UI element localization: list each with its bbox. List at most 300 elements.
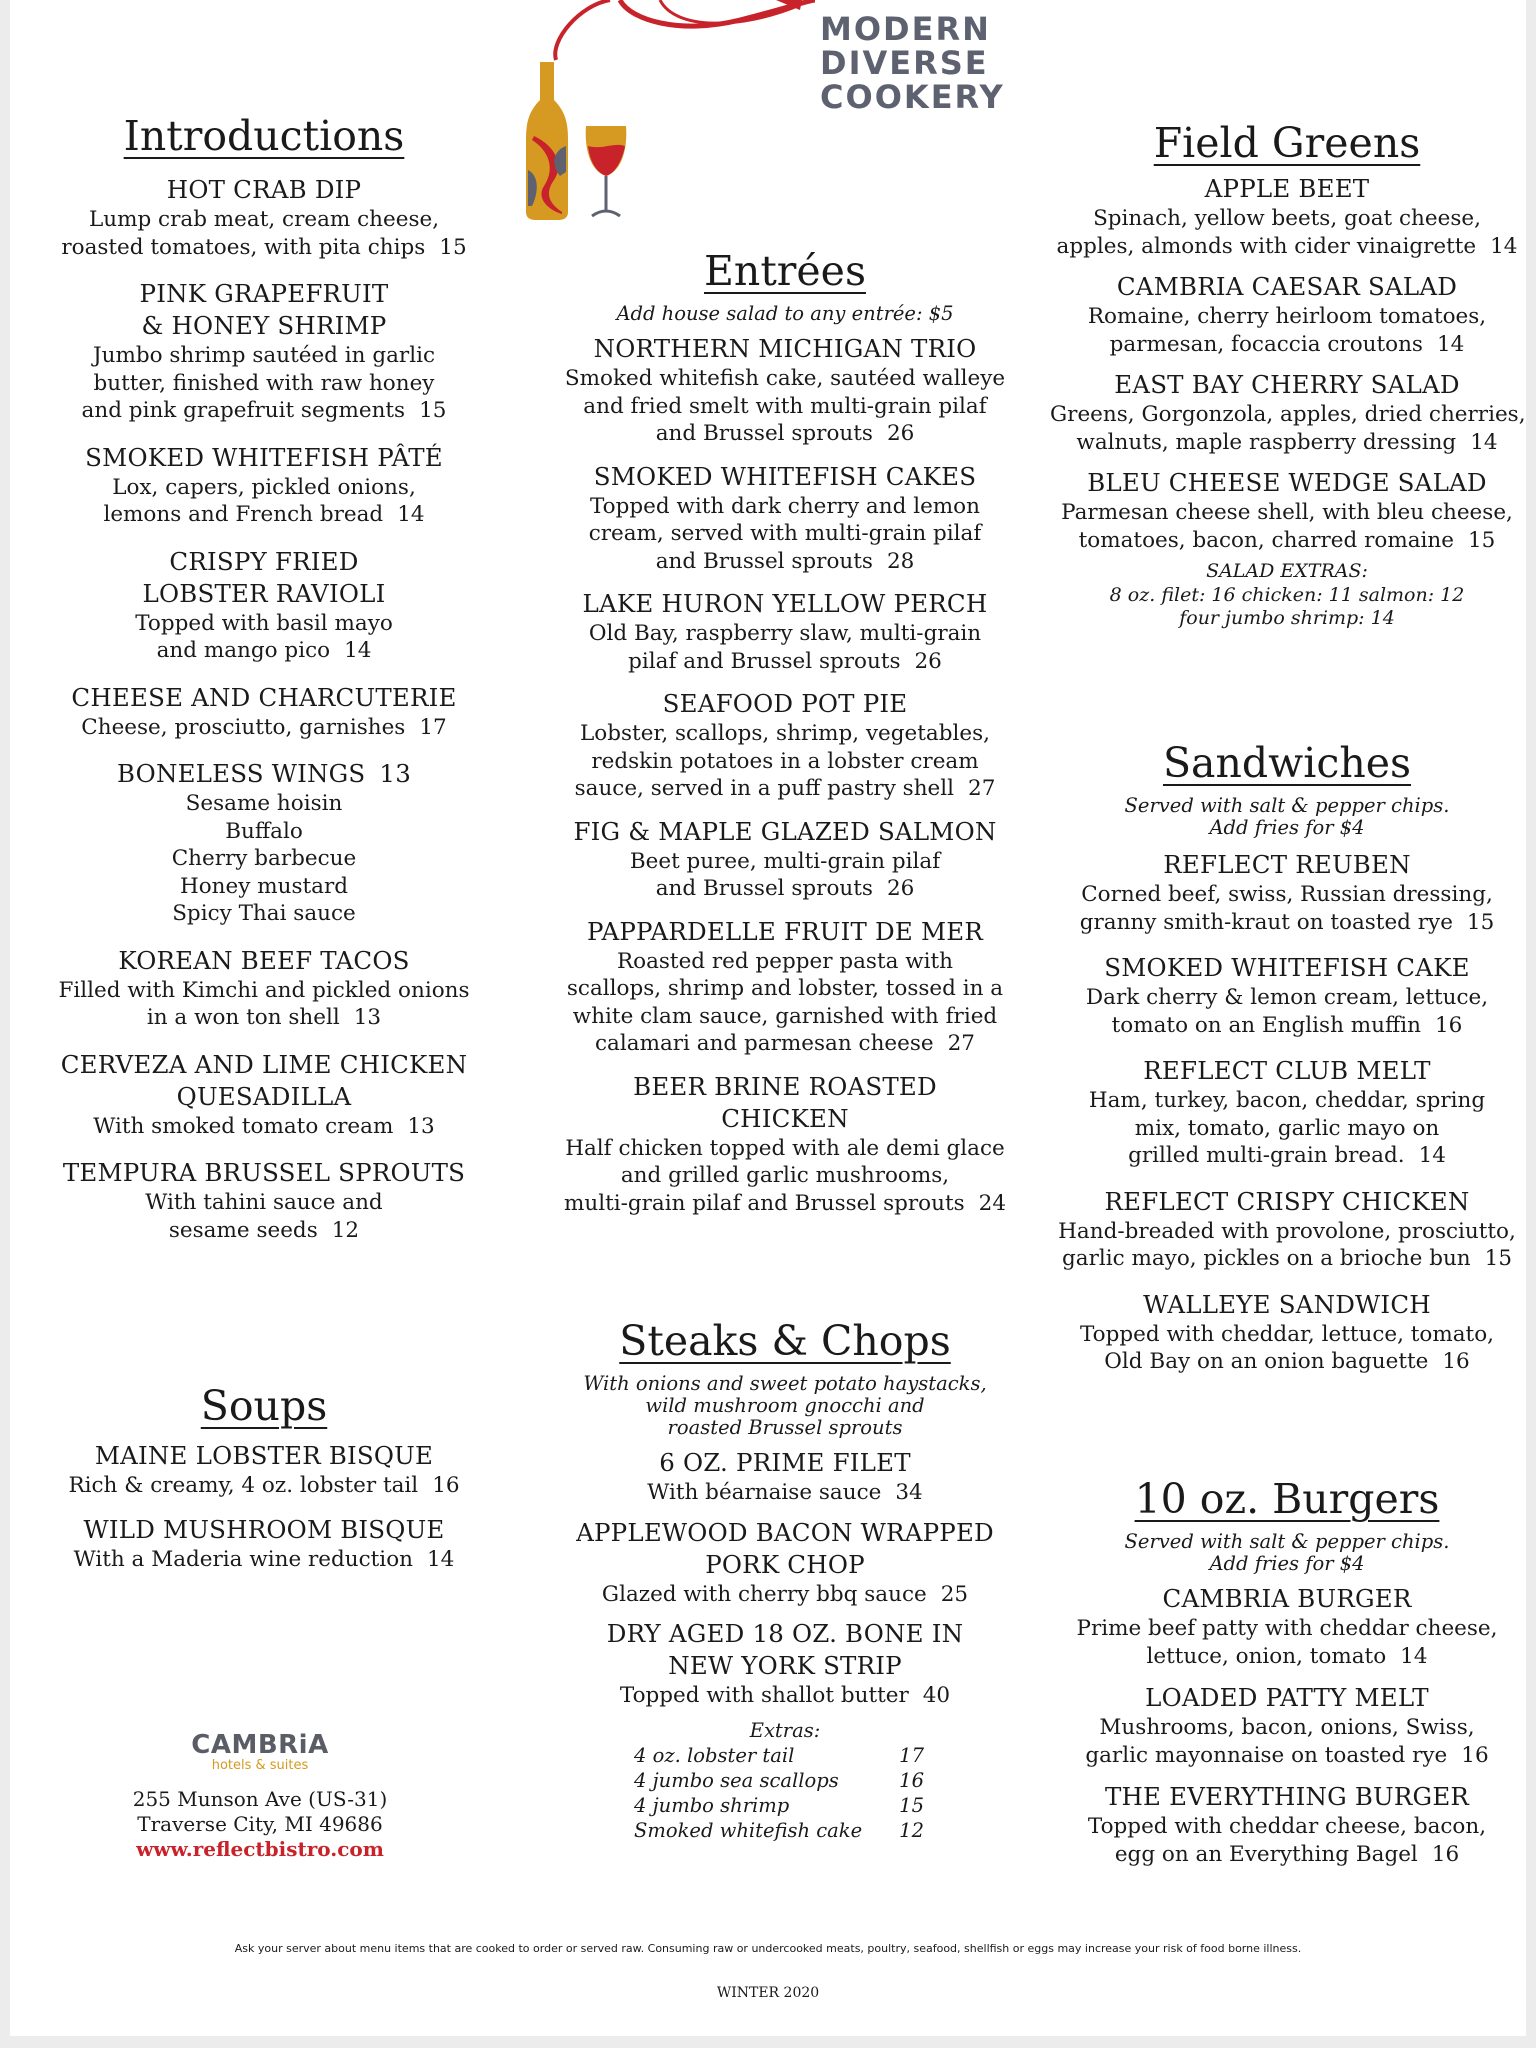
item-price: 16	[1442, 1349, 1470, 1375]
item-description	[550, 1581, 1020, 1609]
item-name	[32, 442, 496, 474]
item-description	[550, 975, 1020, 1003]
item-description-text: cream, served with multi-grain pilaf	[588, 521, 982, 547]
item-name	[550, 1650, 1020, 1682]
item-name-text: MAINE LOBSTER BISQUE	[94, 1441, 434, 1471]
item-description	[1050, 1742, 1524, 1770]
item-description-text: butter, finished with raw honey	[93, 370, 435, 396]
item-description	[1050, 881, 1524, 909]
item-description	[32, 1113, 496, 1141]
item-name-text: SMOKED WHITEFISH PÂTÉ	[85, 442, 443, 472]
item-description	[32, 1546, 496, 1574]
salad-extras	[1050, 560, 1524, 631]
item-description	[1050, 233, 1524, 261]
item-description	[550, 948, 1020, 976]
note-line: Add fries for $4	[1209, 816, 1365, 840]
menu-item	[1050, 173, 1524, 260]
item-description	[550, 1162, 1020, 1190]
item-description	[32, 501, 496, 529]
item-description	[32, 474, 496, 502]
item-description	[1050, 527, 1524, 555]
item-price: 15	[1466, 909, 1495, 935]
item-name	[550, 333, 1020, 365]
item-name-text: CAMBRIA CAESAR SALAD	[1116, 272, 1458, 302]
item-description-text: multi-grain pilaf and Brussel sprouts	[563, 1190, 965, 1216]
item-description	[1050, 205, 1524, 233]
item-description-text: Spicy Thai sauce	[172, 901, 356, 927]
item-name-text: HOT CRAB DIP	[166, 175, 362, 205]
menu-item	[1050, 1781, 1524, 1868]
logo-line: DIVERSE	[820, 44, 989, 82]
item-price: 27	[947, 1031, 975, 1057]
item-description	[32, 234, 496, 262]
item-description	[1050, 1321, 1524, 1349]
item-description	[32, 1004, 496, 1032]
menu-item	[550, 1447, 1020, 1507]
item-description-text: Old Bay on an onion baguette	[1104, 1349, 1429, 1375]
item-description-text: With béarnaise sauce	[647, 1480, 882, 1506]
item-description-text: parmesan, focaccia croutons	[1109, 331, 1423, 357]
item-description	[550, 520, 1020, 548]
item-description-text: With smoked tomato cream	[93, 1113, 394, 1139]
item-description	[32, 637, 496, 665]
item-description-text: Jumbo shrimp sautéed in garlic	[92, 343, 435, 369]
item-description-text: garlic mayonnaise on toasted rye	[1085, 1742, 1448, 1768]
item-name-text: PINK GRAPEFRUIT	[139, 279, 389, 309]
item-description	[550, 875, 1020, 903]
item-description	[1050, 331, 1524, 359]
item-description-text: redskin potatoes in a lobster cream	[591, 748, 979, 774]
item-description	[550, 1030, 1020, 1058]
item-description	[550, 648, 1020, 676]
item-name-text: EAST BAY CHERRY SALAD	[1114, 370, 1460, 400]
menu-page	[10, 0, 1526, 2036]
item-name-text: PAPPARDELLE FRUIT DE MER	[587, 916, 983, 946]
item-name	[550, 816, 1020, 848]
item-description-text: walnuts, maple raspberry dressing	[1076, 429, 1457, 455]
greens-section	[1050, 120, 1524, 631]
item-name-text: APPLEWOOD BACON WRAPPED	[576, 1517, 994, 1547]
menu-list	[32, 1440, 496, 1573]
hotel-info	[10, 1730, 510, 1862]
item-description	[1050, 1245, 1524, 1273]
item-description-text: Half chicken topped with ale demi glace	[565, 1135, 1005, 1161]
logo-line: MODERN	[820, 10, 991, 48]
item-description-text: sauce, served in a puff pastry shell	[574, 776, 955, 802]
item-description-text: roasted tomatoes, with pita chips	[61, 234, 426, 260]
item-price: 15	[1467, 527, 1496, 553]
item-price: 28	[886, 548, 915, 574]
menu-item	[32, 278, 496, 425]
item-description	[32, 818, 496, 846]
item-price: 17	[419, 714, 447, 740]
item-description	[1050, 1841, 1524, 1869]
note-line: Add house salad to any entrée: $5	[616, 302, 954, 326]
item-name-text: SEAFOOD POT PIE	[662, 689, 908, 719]
item-description	[1050, 429, 1524, 457]
item-description	[550, 1003, 1020, 1031]
item-description	[550, 393, 1020, 421]
item-price: 14	[1400, 1643, 1428, 1669]
item-description-text: sesame seeds	[168, 1217, 318, 1243]
item-description-text: Smoked whitefish cake, sautéed walleye	[564, 366, 1006, 392]
extras-label: Smoked whitefish cake	[634, 1818, 863, 1842]
entrees-section	[550, 248, 1020, 1217]
item-name-text: & HONEY SHRIMP	[141, 311, 387, 341]
item-name	[550, 916, 1020, 948]
item-name	[1050, 1055, 1524, 1087]
item-name	[32, 1157, 496, 1189]
section-title: Steaks & Chops	[619, 1317, 951, 1365]
menu-item	[550, 1517, 1020, 1609]
item-description-text: Honey mustard	[179, 873, 348, 899]
item-price: 15	[419, 398, 447, 424]
item-description-text: pilaf and Brussel sprouts	[628, 648, 901, 674]
item-description-text: Old Bay, raspberry slaw, multi-grain	[588, 621, 982, 647]
item-description	[550, 1479, 1020, 1507]
item-name-text: FIG & MAPLE GLAZED SALMON	[573, 816, 997, 846]
extras-price: 12	[899, 1818, 924, 1842]
item-description-text: Beet puree, multi-grain pilaf	[629, 848, 941, 874]
note-line: SALAD EXTRAS:	[1206, 560, 1368, 583]
item-name-text: TEMPURA BRUSSEL SPROUTS	[62, 1158, 466, 1188]
bistro-logo	[510, 0, 1030, 230]
item-description-text: and fried smelt with multi-grain pilaf	[583, 393, 987, 419]
item-description-text: Topped with cheddar cheese, bacon,	[1087, 1814, 1487, 1840]
item-price: 26	[886, 421, 915, 447]
item-description-text: Lobster, scallops, shrimp, vegetables,	[580, 721, 990, 747]
menu-item	[32, 546, 496, 665]
burgers-section	[1050, 1476, 1524, 1868]
note-line: Add fries for $4	[1209, 1552, 1365, 1576]
item-name	[550, 1549, 1020, 1581]
item-name	[1050, 1781, 1524, 1813]
item-name-text: CHICKEN	[721, 1103, 849, 1133]
item-description	[32, 790, 496, 818]
item-name-text: CHEESE AND CHARCUTERIE	[71, 682, 457, 712]
item-description-text: and Brussel sprouts	[655, 421, 873, 447]
item-description-text: Glazed with cherry bbq sauce	[601, 1581, 927, 1607]
menu-item	[32, 442, 496, 529]
item-description	[550, 1135, 1020, 1163]
item-description	[1050, 1012, 1524, 1040]
extras-item	[634, 1768, 924, 1793]
item-name-text: REFLECT REUBEN	[1163, 850, 1411, 880]
menu-item	[1050, 369, 1524, 456]
menu-item	[1050, 1583, 1524, 1670]
item-price: 14	[1418, 1143, 1446, 1169]
sandwiches-section	[1050, 740, 1524, 1376]
item-name-text: QUESADILLA	[176, 1081, 352, 1111]
item-description	[1050, 1813, 1524, 1841]
item-description	[1050, 1218, 1524, 1246]
steaks-section	[550, 1318, 1020, 1843]
item-description-text: and grilled garlic mushrooms,	[620, 1163, 950, 1189]
section-title: Entrées	[704, 247, 866, 295]
note-line: four jumbo shrimp: 14	[1179, 607, 1395, 630]
menu-item	[1050, 849, 1524, 936]
item-price: 27	[968, 776, 996, 802]
note-line: wild mushroom gnocchi and	[645, 1394, 925, 1418]
item-name-text: 6 OZ. PRIME FILET	[659, 1448, 911, 1478]
item-name	[1050, 952, 1524, 984]
item-description	[550, 748, 1020, 776]
item-price: 24	[978, 1190, 1007, 1216]
item-description-text: Topped with cheddar, lettuce, tomato,	[1080, 1321, 1494, 1347]
item-name-text: LOBSTER RAVIOLI	[142, 578, 386, 608]
item-price: 16	[1431, 1841, 1460, 1867]
item-name-text: NEW YORK STRIP	[668, 1651, 902, 1681]
item-description	[1050, 1142, 1524, 1170]
menu-item	[550, 916, 1020, 1058]
extras-label: 4 jumbo shrimp	[634, 1793, 790, 1817]
item-price: 14	[1470, 429, 1498, 455]
item-description-text: lemons and French bread	[103, 502, 384, 528]
item-description-text: grilled multi-grain bread.	[1128, 1143, 1405, 1169]
item-description-text: Corned beef, swiss, Russian dressing,	[1081, 882, 1493, 908]
note-line: Served with salt & pepper chips.	[1124, 1530, 1450, 1554]
item-name-text: CAMBRIA BURGER	[1162, 1584, 1412, 1614]
item-description	[32, 900, 496, 928]
item-description-text: Filled with Kimchi and pickled onions	[58, 977, 470, 1003]
item-description	[1050, 1643, 1524, 1671]
extras-item	[634, 1793, 924, 1818]
item-description-text: Lox, capers, pickled onions,	[112, 474, 416, 500]
item-name	[32, 546, 496, 578]
extras-price: 16	[899, 1768, 924, 1792]
item-description	[550, 420, 1020, 448]
item-description-text: Spinach, yellow beets, goat cheese,	[1093, 206, 1481, 232]
section-title: Introductions	[123, 112, 405, 160]
item-description-text: and pink grapefruit segments	[81, 398, 406, 424]
item-description	[32, 845, 496, 873]
item-description-text: Prime beef patty with cheddar cheese,	[1076, 1616, 1498, 1642]
item-name-text: CRISPY FRIED	[169, 546, 359, 576]
item-description-text: Topped with shallot butter	[619, 1683, 909, 1709]
item-description-text: egg on an Everything Bagel	[1114, 1841, 1418, 1867]
season-label: WINTER 2020	[716, 1985, 820, 2001]
item-name	[550, 1618, 1020, 1650]
section-title: Soups	[200, 1382, 328, 1430]
section-title: 10 oz. Burgers	[1134, 1475, 1440, 1523]
item-name-text: THE EVERYTHING BURGER	[1104, 1782, 1470, 1812]
address-line: Traverse City, MI 49686	[137, 1812, 383, 1836]
item-name	[550, 1071, 1020, 1103]
item-price: 15	[439, 234, 467, 260]
item-description-text: calamari and parmesan cheese	[595, 1031, 934, 1057]
item-description-text: tomatoes, bacon, charred romaine	[1078, 527, 1454, 553]
item-name-text: PORK CHOP	[705, 1549, 865, 1579]
item-price: 34	[895, 1480, 923, 1506]
item-description	[32, 610, 496, 638]
item-description-text: Topped with basil mayo	[135, 610, 393, 636]
item-price: 14	[1490, 233, 1518, 259]
item-description-text: Mushrooms, bacon, onions, Swiss,	[1099, 1715, 1475, 1741]
item-name	[550, 1103, 1020, 1135]
item-name	[32, 578, 496, 610]
item-description-text: white clam sauce, garnished with fried	[572, 1003, 998, 1029]
item-name-text: REFLECT CRISPY CHICKEN	[1104, 1186, 1470, 1216]
menu-item	[550, 1071, 1020, 1218]
item-price: 26	[914, 648, 942, 674]
item-name	[1050, 467, 1524, 499]
item-name	[32, 1049, 496, 1081]
menu-item	[1050, 1289, 1524, 1376]
section-note	[1050, 1531, 1524, 1575]
item-name	[1050, 1186, 1524, 1218]
note-line: 8 oz. filet: 16 chicken: 11 salmon: 12	[1109, 583, 1465, 606]
item-name	[32, 758, 496, 790]
note-line: roasted Brussel sprouts	[667, 1416, 903, 1440]
section-title: Sandwiches	[1162, 739, 1412, 787]
item-name	[1050, 1583, 1524, 1615]
item-name-text: WILD MUSHROOM BISQUE	[83, 1514, 445, 1544]
item-name-text: BEER BRINE ROASTED	[633, 1071, 937, 1101]
item-description	[550, 493, 1020, 521]
item-name	[1050, 1289, 1524, 1321]
menu-item	[550, 588, 1020, 675]
item-price: 40	[922, 1683, 951, 1709]
item-price: 14	[426, 1546, 455, 1572]
item-name	[550, 461, 1020, 493]
item-description-text: Hand-breaded with provolone, prosciutto,	[1058, 1218, 1516, 1244]
item-name	[1050, 173, 1524, 205]
item-price: 13	[379, 759, 411, 789]
item-description	[32, 1217, 496, 1245]
menu-item	[550, 688, 1020, 803]
item-description-text: With tahini sauce and	[145, 1190, 383, 1216]
item-description	[1050, 499, 1524, 527]
item-price: 14	[344, 638, 372, 664]
extras-label: 4 oz. lobster tail	[634, 1743, 795, 1767]
item-description-text: lettuce, onion, tomato	[1146, 1643, 1387, 1669]
item-description-text: scallops, shrimp and lobster, tossed in a	[566, 976, 1004, 1002]
item-description	[1050, 909, 1524, 937]
item-name-text: DRY AGED 18 OZ. BONE IN	[606, 1619, 964, 1649]
extras-price: 17	[899, 1743, 924, 1767]
item-name	[550, 1517, 1020, 1549]
item-name	[32, 945, 496, 977]
menu-item	[32, 682, 496, 742]
item-description	[32, 977, 496, 1005]
item-description-text: Topped with dark cherry and lemon	[590, 493, 980, 519]
item-description-text: Parmesan cheese shell, with bleu cheese,	[1061, 500, 1513, 526]
cambria-logo: CAMBRiA	[191, 1730, 329, 1760]
item-name-text: LAKE HURON YELLOW PERCH	[582, 589, 988, 619]
item-name	[550, 1447, 1020, 1479]
extras-price: 15	[899, 1793, 924, 1817]
menu-item	[32, 1157, 496, 1244]
item-description	[32, 206, 496, 234]
item-name	[32, 1081, 496, 1113]
item-description	[1050, 303, 1524, 331]
item-description	[32, 370, 496, 398]
note-line: With onions and sweet potato haystacks,	[583, 1372, 987, 1396]
item-price: 12	[331, 1217, 360, 1243]
item-name-text: NORTHERN MICHIGAN TRIO	[593, 334, 977, 364]
menu-item	[32, 758, 496, 928]
menu-item	[550, 816, 1020, 903]
menu-list	[32, 174, 496, 1244]
item-description-text: tomato on an English muffin	[1111, 1012, 1421, 1038]
item-name-text: LOADED PATTY MELT	[1145, 1683, 1429, 1713]
item-name	[550, 688, 1020, 720]
item-description-text: Cherry barbecue	[171, 846, 357, 872]
item-price: 16	[1461, 1742, 1489, 1768]
item-description	[1050, 1348, 1524, 1376]
item-name	[32, 1514, 496, 1546]
menu-list	[1050, 1583, 1524, 1868]
menu-item	[1050, 1682, 1524, 1769]
item-description-text: Roasted red pepper pasta with	[616, 948, 954, 974]
item-description-text: garlic mayo, pickles on a brioche bun	[1061, 1246, 1471, 1272]
item-price: 13	[407, 1113, 435, 1139]
steak-extras	[550, 1718, 1020, 1843]
item-price: 16	[1434, 1012, 1463, 1038]
menu-item	[1050, 1055, 1524, 1170]
item-description-text: and Brussel sprouts	[655, 876, 873, 902]
menu-item	[32, 174, 496, 261]
item-description-text: Ham, turkey, bacon, cheddar, spring	[1088, 1088, 1486, 1114]
item-description-text: and Brussel sprouts	[655, 548, 873, 574]
item-name	[1050, 1682, 1524, 1714]
item-description	[32, 1472, 496, 1500]
item-description	[1050, 1115, 1524, 1143]
menu-item	[550, 1618, 1020, 1710]
item-description-text: Dark cherry & lemon cream, lettuce,	[1085, 985, 1489, 1011]
item-price: 15	[1484, 1246, 1513, 1272]
item-description-text: Cheese, prosciutto, garnishes	[81, 714, 406, 740]
logo-line: COOKERY	[820, 78, 1005, 116]
section-title: Field Greens	[1153, 119, 1421, 167]
item-description	[550, 1190, 1020, 1218]
item-name	[32, 278, 496, 310]
menu-list	[550, 333, 1020, 1217]
item-description	[550, 548, 1020, 576]
item-description	[550, 720, 1020, 748]
item-name-text: BONELESS WINGS	[117, 759, 366, 789]
item-description-text: in a won ton shell	[146, 1005, 340, 1031]
item-description	[32, 342, 496, 370]
food-safety-disclaimer: Ask your server about menu items that are cooked to order or served raw. Consuming raw or undercooked meats, poultry, seafood, shellfish or eggs may increase your risk of food borne illness.	[234, 1942, 1302, 1955]
item-description-text: Buffalo	[225, 818, 303, 844]
extras-item	[634, 1818, 924, 1843]
item-description-text: mix, tomato, garlic mayo on	[1134, 1115, 1440, 1141]
extras-title: Extras:	[749, 1718, 821, 1742]
item-description-text: and mango pico	[156, 638, 331, 664]
item-description-text: Greens, Gorgonzola, apples, dried cherries,	[1050, 402, 1526, 428]
item-name-text: CERVEZA AND LIME CHICKEN	[60, 1049, 468, 1079]
menu-item	[1050, 271, 1524, 358]
item-price: 14	[1436, 331, 1465, 357]
item-price: 25	[940, 1581, 969, 1607]
item-description	[1050, 984, 1524, 1012]
section-note	[1050, 795, 1524, 839]
menu-item	[550, 461, 1020, 576]
item-name-text: REFLECT CLUB MELT	[1143, 1056, 1431, 1086]
menu-item	[1050, 1186, 1524, 1273]
section-note	[550, 1373, 1020, 1439]
extras-label: 4 jumbo sea scallops	[634, 1768, 839, 1792]
item-name-text: KOREAN BEEF TACOS	[118, 945, 410, 975]
item-description-text: granny smith-kraut on toasted rye	[1079, 909, 1453, 935]
item-description	[32, 714, 496, 742]
item-name-text: WALLEYE SANDWICH	[1143, 1289, 1431, 1319]
item-description-text: With a Maderia wine reduction	[73, 1546, 413, 1572]
item-description-text: apples, almonds with cider vinaigrette	[1056, 233, 1477, 259]
item-name-text: APPLE BEET	[1204, 174, 1370, 204]
website-link[interactable]: www.reflectbistro.com	[136, 1837, 384, 1861]
